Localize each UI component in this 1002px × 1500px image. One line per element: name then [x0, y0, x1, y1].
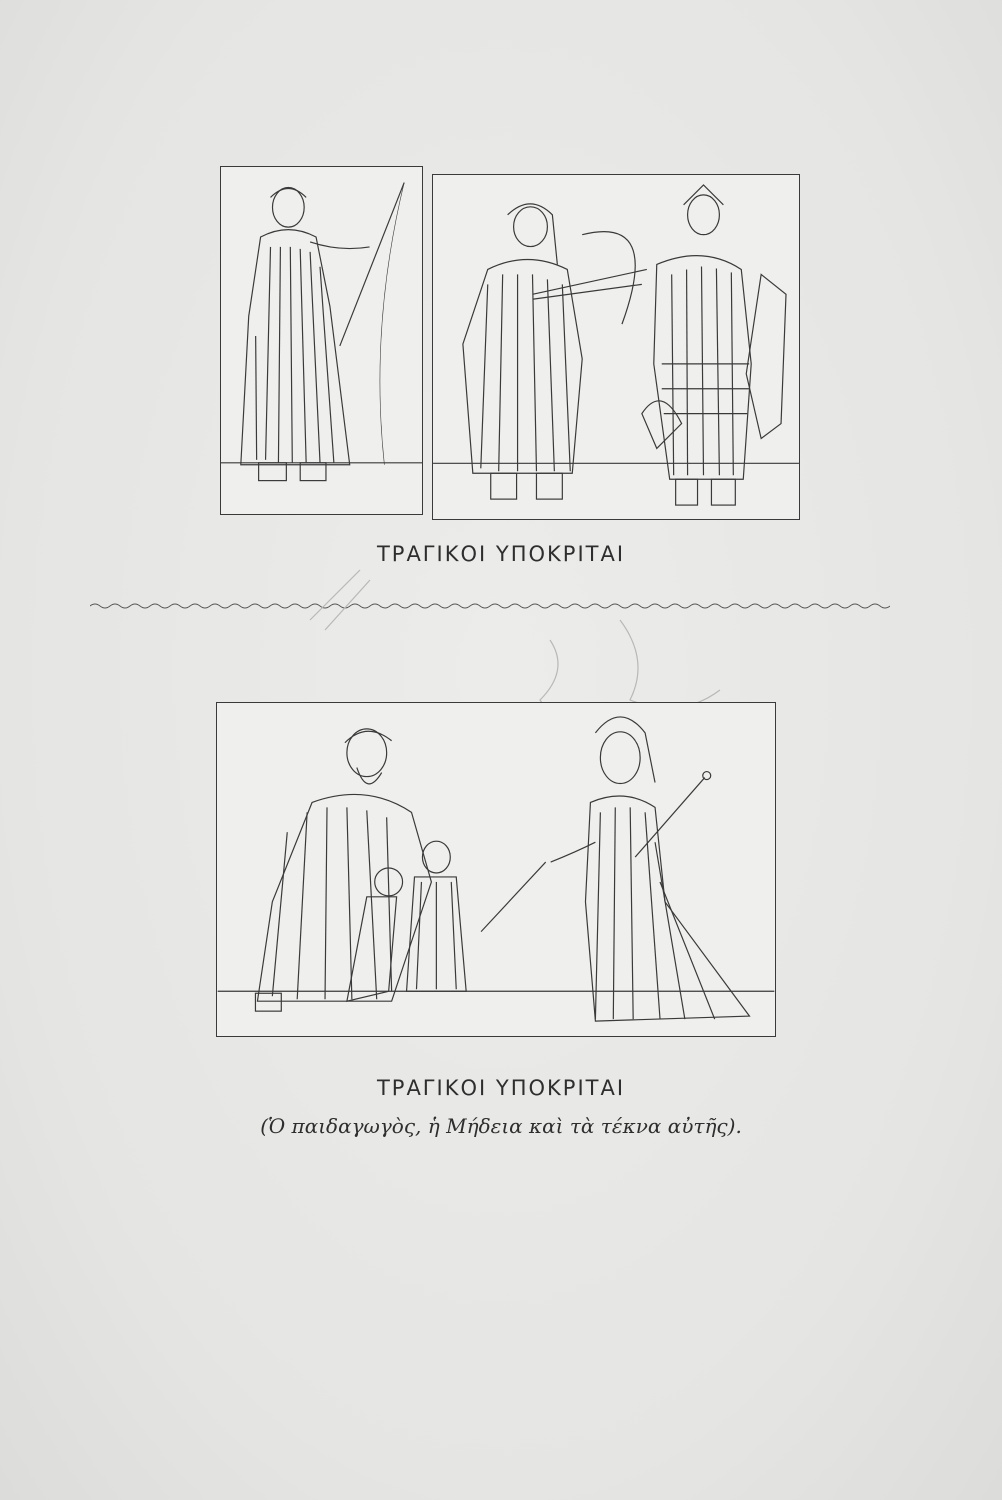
- bottom-caption: ΤΡΑΓΙΚΟΙ ΥΠΟΚΡΙΤΑΙ: [376, 1076, 626, 1100]
- illustration-tragic-actor-with-bow: [220, 166, 423, 515]
- actors-pair-drawing: [433, 175, 799, 519]
- actor-figure-drawing: [221, 167, 422, 514]
- medea-scene-drawing: [217, 703, 775, 1036]
- illustration-tragic-actors-pair: [432, 174, 800, 520]
- bottom-subcaption: (Ὁ παιδαγωγὸς, ἡ Μήδεια καὶ τὰ τέκνα αὐτῆς).: [260, 1114, 742, 1138]
- illustration-medea-scene: [216, 702, 776, 1037]
- top-caption: ΤΡΑΓΙΚΟΙ ΥΠΟΚΡΙΤΑΙ: [376, 542, 626, 566]
- wavy-divider: [90, 598, 890, 612]
